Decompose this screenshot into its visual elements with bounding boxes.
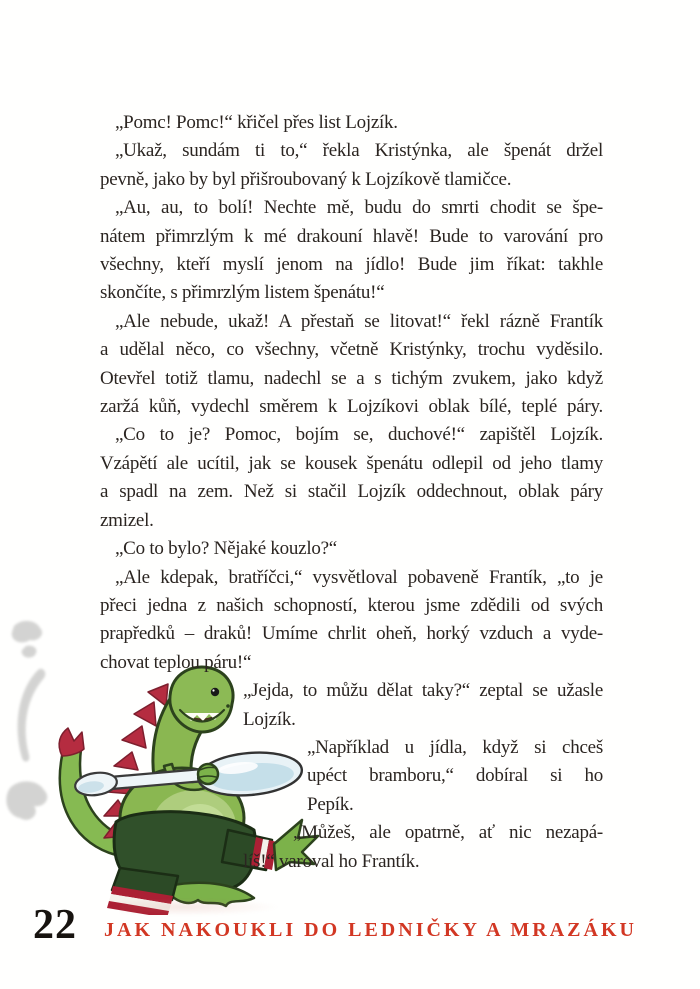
- text-block: [100, 109, 603, 876]
- running-title: JAK NAKOUKLI DO LEDNIČKY A MRAZÁKU: [104, 919, 637, 941]
- text-line: Lojzík.: [243, 708, 296, 730]
- text-line: Vzápětí ale ucítil, jak se kousek špenátu odlepil od jeho tlamy: [100, 452, 603, 474]
- text-line: „Ale nebude, ukaž! A přestaň se litovat!“ řekl rázně Frantík: [115, 310, 603, 332]
- text-line: upéct bramboru,“ dobíral si ho: [307, 765, 603, 787]
- text-line: „Například u jídla, když si chceš: [307, 736, 603, 758]
- text-line: pevně, jako by byl přišroubovaný k Lojzíkově tlamičce.: [100, 168, 512, 190]
- text-line: přeci jedna z našich schopností, kterou jsme zdědili od svých: [100, 594, 603, 616]
- text-line: nátem přimrzlým k mé drakouní hlavě! Bude to varování pro: [100, 225, 603, 247]
- text-line: „Pomc! Pomc!“ křičel přes list Lojzík.: [115, 112, 398, 133]
- text-line: líš!“ varoval ho Frantík.: [243, 850, 420, 872]
- text-line: „Můžeš, ale opatrně, ať nic nezapá-: [293, 822, 603, 844]
- text-line: „Au, au, to bolí! Nechte mě, budu do smrti chodit se špe-: [115, 197, 603, 219]
- text-line: „Jejda, to můžu dělat taky?“ zeptal se užasle: [243, 680, 603, 702]
- text-line: Otevřel totiž tlamu, nadechl se a s tichým zvukem, jako když: [100, 367, 603, 389]
- text-line: „Ukaž, sundám ti to,“ řekla Kristýnka, ale špenát držel: [115, 140, 603, 162]
- footer-showthrough-mark: [120, 898, 280, 916]
- text-line: „Co to je? Pomoc, bojím se, duchové!“ zapištěl Lojzík.: [115, 424, 603, 446]
- text-line: chovat teplou páru!“: [100, 651, 252, 673]
- text-line: Pepík.: [307, 793, 354, 815]
- text-line: zaržá kůň, vydechl směrem k Lojzíkovi oblak bílé, teplé páry.: [100, 396, 603, 418]
- text-line: všechny, kteří myslí jenom na jídlo! Bude jim říkat: takhle: [100, 254, 603, 276]
- text-line: „Co to bylo? Nějaké kouzlo?“: [115, 538, 337, 560]
- text-line: skončíte, s přimrzlým listem špenátu!“: [100, 282, 385, 304]
- text-line: „Ale kdepak, bratříčci,“ vysvětloval pobaveně Frantík, „to je: [115, 566, 603, 588]
- page-number: 22: [33, 902, 77, 948]
- text-line: zmizel.: [100, 509, 154, 531]
- text-line: a spadl na zem. Než si stačil Lojzík oddechnout, oblak páry: [100, 481, 603, 503]
- text-line: a udělal něco, co všechny, včetně Kristýnky, trochu vyděsilo.: [100, 339, 603, 361]
- text-line: prapředků – draků! Umíme chrlit oheň, horký vzduch a vyde-: [100, 623, 603, 645]
